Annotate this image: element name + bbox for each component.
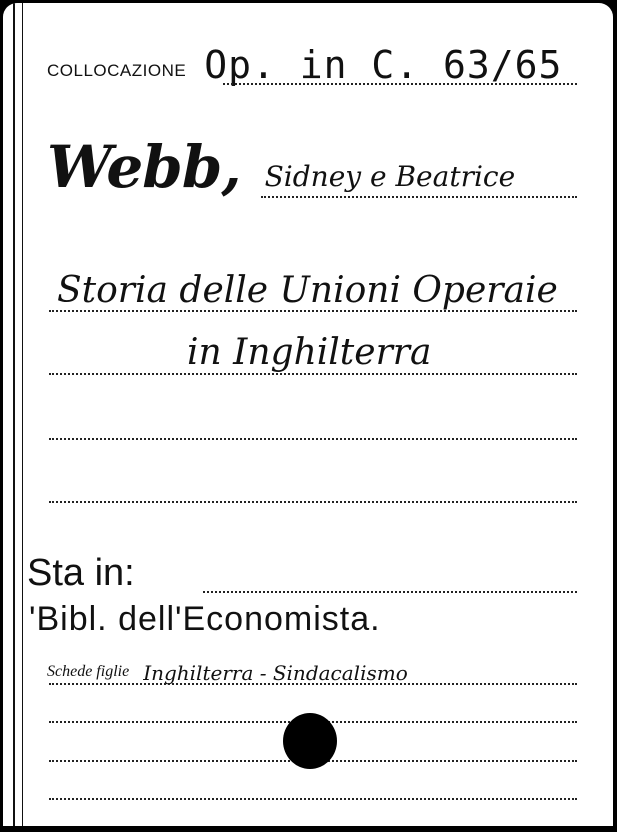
dotted-rule xyxy=(49,438,577,440)
title-line-1: Storia delle Unioni Operaie xyxy=(57,270,558,311)
collocazione-value: Op. in C. 63/65 xyxy=(204,43,563,87)
schede-label: Schede figlie xyxy=(47,663,130,680)
dotted-rule xyxy=(203,591,577,593)
punch-hole xyxy=(283,713,337,769)
collocazione-label: COLLOCAZIONE xyxy=(47,61,187,80)
dotted-rule xyxy=(49,501,577,503)
title-row-2 xyxy=(47,323,579,373)
schede-row xyxy=(47,651,579,685)
author-row xyxy=(47,111,579,201)
dotted-rule xyxy=(49,373,577,375)
dotted-rule xyxy=(261,196,577,198)
scan-edge xyxy=(0,826,617,832)
title-line-2: in Inghilterra xyxy=(187,332,432,373)
margin-rule xyxy=(13,3,15,827)
sta-in-label: Sta in: xyxy=(27,552,135,594)
catalog-card xyxy=(3,3,613,827)
dotted-rule xyxy=(223,83,577,85)
margin-rule xyxy=(22,3,23,827)
author-last-name: Webb, xyxy=(47,133,241,201)
schede-value: Inghilterra - Sindacalismo xyxy=(143,661,408,685)
dotted-rule xyxy=(49,798,577,800)
dotted-rule xyxy=(49,683,577,685)
dotted-rule xyxy=(49,310,577,312)
author-first-names: Sidney e Beatrice xyxy=(264,160,516,193)
sta-in-value-row xyxy=(29,597,381,639)
collocazione-row xyxy=(47,39,579,87)
title-row-1 xyxy=(47,259,579,311)
sta-in-row xyxy=(27,551,135,595)
sta-in-value: 'Bibl. dell'Economista. xyxy=(29,600,381,638)
